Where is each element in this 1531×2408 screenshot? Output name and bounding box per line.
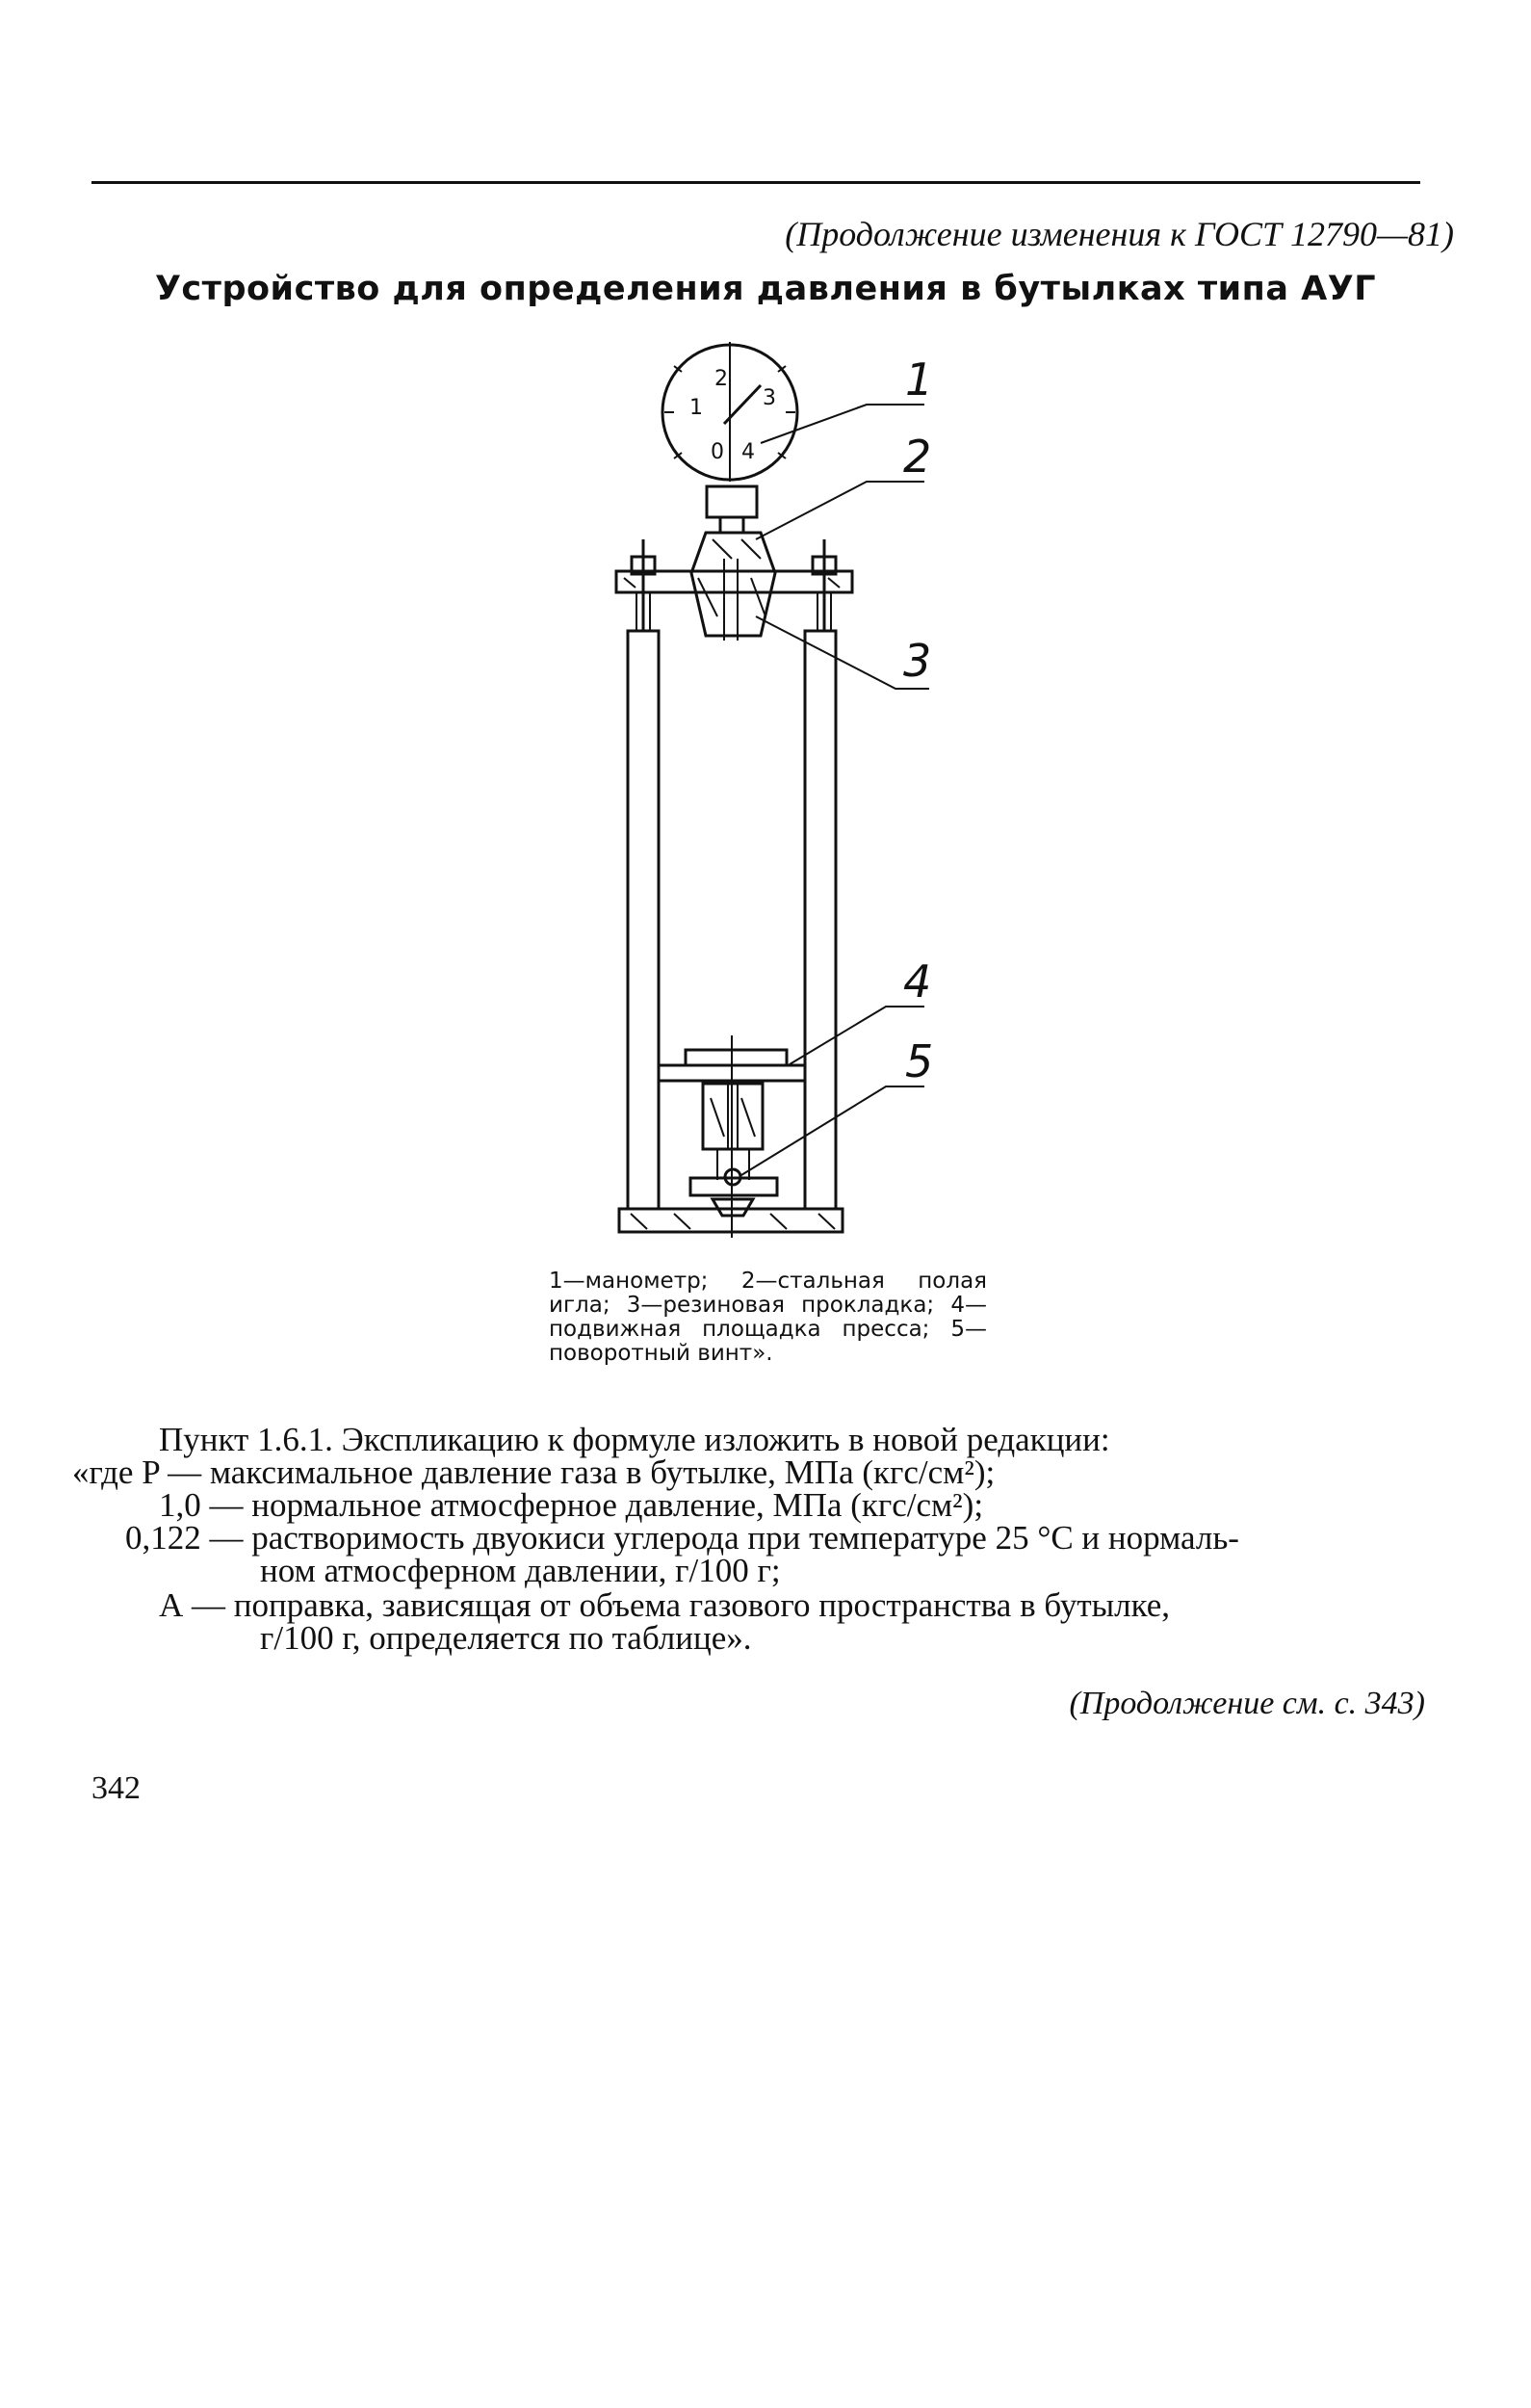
body-line-5: ном атмосферном давлении, г/100 г; (260, 1552, 781, 1589)
body-line-7: г/100 г, определяется по таблице». (260, 1619, 752, 1657)
body-line-1: Пункт 1.6.1. Экспликацию к формуле изложить в новой редакции: (159, 1421, 1110, 1458)
gauge-connector (707, 486, 757, 517)
gauge-number-2: 2 (714, 367, 728, 391)
body-line-2: «где P — максимальное давление газа в бутылке, МПа (кгс/см²); (72, 1453, 996, 1491)
callout-2: 2 (903, 431, 932, 483)
gauge-number-0: 0 (711, 440, 724, 464)
body-line-3: 1,0 — нормальное атмосферное давление, МПа (кгс/см²); (159, 1486, 984, 1524)
running-header: (Продолжение изменения к ГОСТ 12790—81) (785, 215, 1454, 253)
gauge-number-3: 3 (763, 386, 776, 410)
continuation-note: (Продолжение см. с. 343) (1069, 1686, 1425, 1721)
gauge-number-4: 4 (741, 440, 755, 464)
page-number: 342 (91, 1770, 141, 1806)
callout-1: 1 (905, 353, 934, 406)
figure-title: Устройство для определения давления в бутылках типа АУГ (154, 270, 1377, 308)
rotary-screw (690, 1178, 777, 1195)
left-column (628, 631, 659, 1209)
body-line-6: А — поправка, зависящая от объема газового пространства в бутылке, (159, 1586, 1171, 1624)
header-rule (91, 181, 1420, 184)
figure-caption: 1—манометр; 2—стальная полая игла; 3—резиновая прокладка; 4—подвижная площадка пресса; 5—поворотный винт». (549, 1269, 987, 1366)
callout-5: 5 (905, 1035, 934, 1087)
callout-3: 3 (903, 635, 932, 687)
gauge-number-1: 1 (689, 396, 703, 420)
body-line-4: 0,122 — растворимость двуокиси углерода при температуре 25 °С и нормаль- (125, 1519, 1239, 1557)
callout-4: 4 (903, 955, 932, 1008)
pressure-gauge-icon (662, 342, 797, 482)
right-column (805, 631, 836, 1209)
pressure-device-figure (578, 332, 963, 1238)
